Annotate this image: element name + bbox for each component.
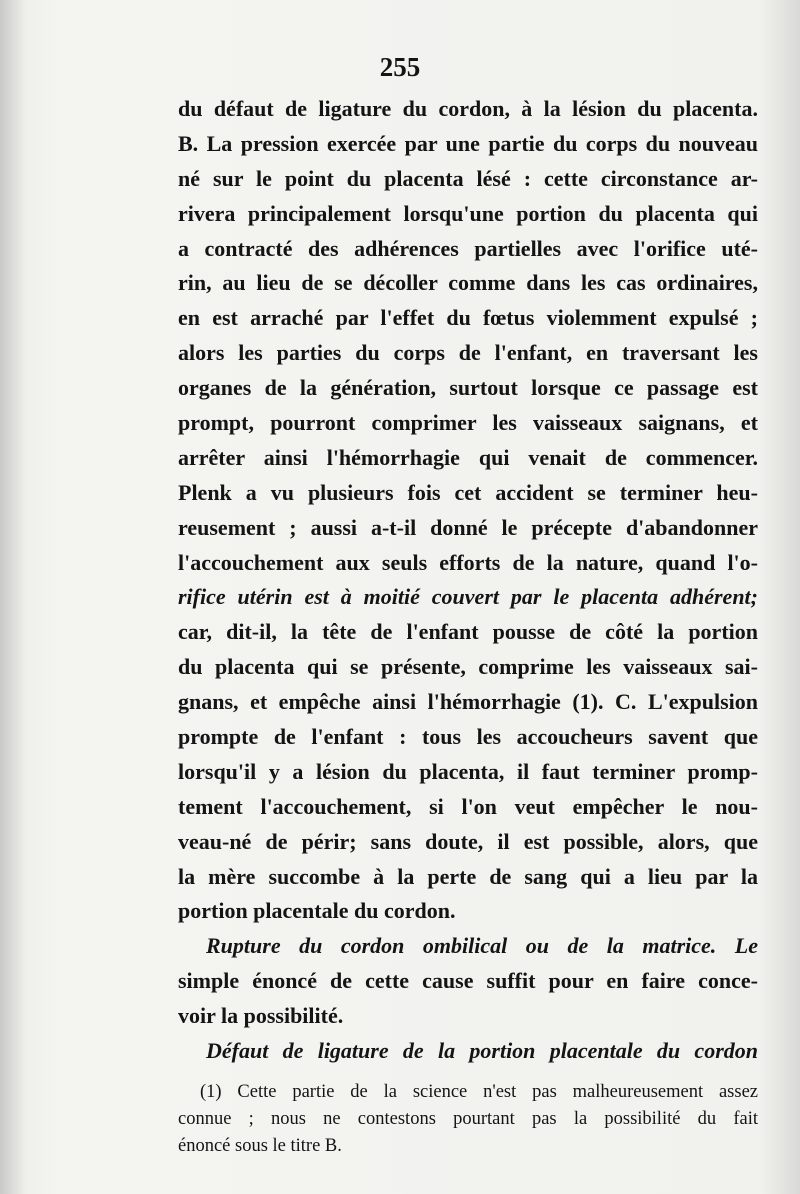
footnote-line: (1) Cette partie de la science n'est pas malheureusement assez	[200, 1082, 758, 1102]
text-line: rivera principalement lorsqu'une portion du placenta qui	[178, 200, 758, 226]
text-line: B. La pression exercée par une partie du corps du nouveau	[178, 130, 758, 156]
text-line: voir la possibilité.	[178, 1003, 344, 1029]
text-line: arrêter ainsi l'hémorrhagie qui venait de commencer.	[178, 444, 758, 470]
text-line: né sur le point du placenta lésé : cette circonstance ar-	[178, 165, 758, 191]
text-line: lorsqu'il y a lésion du placenta, il faut terminer promp-	[178, 758, 758, 784]
text-line: simple énoncé de cette cause suffit pour en faire conce-	[178, 968, 758, 994]
text-line: rifice utérin est à moitié couvert par le placenta adhérent;	[178, 584, 758, 610]
text-line: prompt, pourront comprimer les vaisseaux saignans, et	[178, 410, 758, 436]
text-line: rin, au lieu de se décoller comme dans les cas ordinaires,	[178, 270, 758, 296]
text-line: en est arraché par l'effet du fœtus violemment expulsé ;	[178, 305, 758, 331]
text-line: prompte de l'enfant : tous les accoucheurs savent que	[178, 724, 758, 750]
text-line: du défaut de ligature du cordon, à la lésion du placenta.	[178, 96, 758, 121]
page-number: 255	[379, 52, 421, 82]
text-line: tement l'accouchement, si l'on veut empêcher le nou-	[178, 793, 758, 819]
text-line: gnans, et empêche ainsi l'hémorrhagie (1). C. L'expulsion	[178, 689, 758, 715]
footnote-line: énoncé sous le titre B.	[178, 1136, 342, 1156]
footnote-line: connue ; nous ne contestons pourtant pas la possibilité du fait	[178, 1109, 758, 1129]
text-line: veau-né de périr; sans doute, il est possible, alors, que	[178, 828, 758, 854]
text-line: reusement ; aussi a-t-il donné le précepte d'abandonner	[178, 514, 758, 540]
footnote	[178, 1079, 758, 1160]
text-line: a contracté des adhérences partielles avec l'orifice uté-	[178, 235, 758, 261]
text-line: organes de la génération, surtout lorsque ce passage est	[178, 375, 758, 401]
body-text	[178, 92, 758, 1069]
text-line: car, dit-il, la tête de l'enfant pousse de côté la portion	[178, 619, 758, 645]
text-line: alors les parties du corps de l'enfant, en traversant les	[178, 340, 758, 366]
section-heading-line: Rupture du cordon ombilical ou de la matrice. Le	[206, 933, 758, 959]
text-line: Plenk a vu plusieurs fois cet accident se terminer heu-	[178, 479, 758, 505]
text-line: la mère succombe à la perte de sang qui a lieu par la	[178, 863, 758, 889]
text-line: du placenta qui se présente, comprime les vaisseaux sai-	[178, 654, 758, 680]
section-heading-line: Défaut de ligature de la portion placentale du cordon	[206, 1038, 758, 1064]
text-line: l'accouchement aux seuls efforts de la nature, quand l'o-	[178, 549, 758, 575]
text-line: portion placentale du cordon.	[178, 898, 456, 924]
